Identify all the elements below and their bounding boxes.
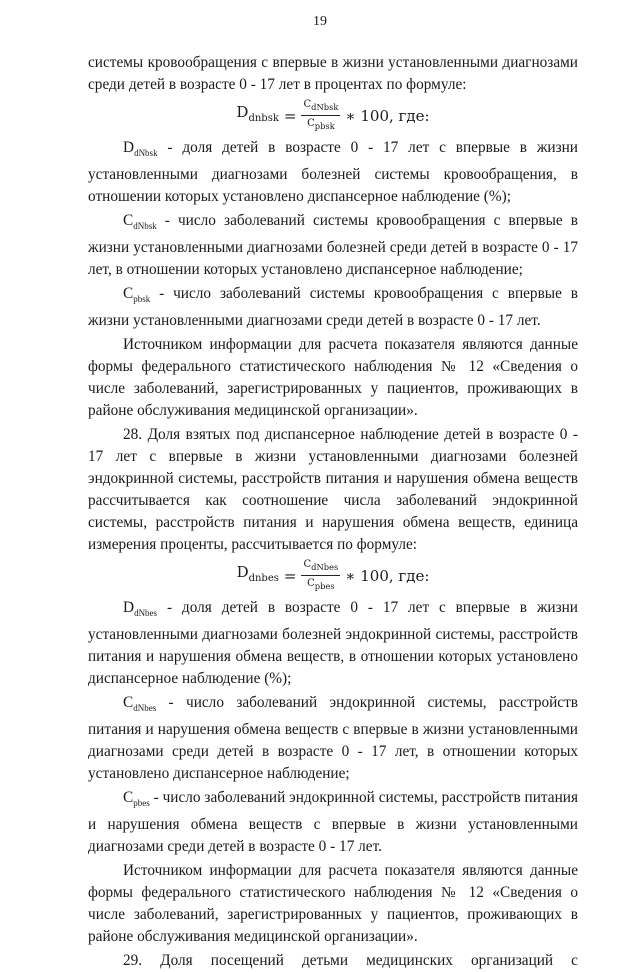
formula-fraction (301, 98, 340, 133)
fraction-denominator: $C_{pbsk}$ (307, 118, 335, 131)
definition-dnbsk: $D_{dNbsk}$ - доля детей в возрасте 0 - 17 лет с впервые в жизни установленными диагнозами болезней системы кровообращения, в отношении которых установлено диспансерное наблюдение (%); (88, 139, 578, 206)
definition-cpbes: $C_{pbes}$ - число заболеваний эндокринной системы, расстройств питания и нарушения обмена веществ с впервые в жизни установленными диагнозами среди детей в возрасте 0 - 17 лет. (88, 789, 578, 856)
item-29-word: организаций (471, 952, 554, 970)
item-29-word: 29. (123, 952, 143, 970)
formula-lhs: $D_{dnbsk}$ (236, 103, 279, 124)
item-29-word: Доля (160, 952, 193, 970)
item-29-word: посещений (210, 952, 284, 970)
item-29-word: с (571, 952, 578, 970)
item-28-paragraph: 28. Доля взятых под диспансерное наблюдение детей в возрасте 0 - 17 лет с впервые в жизни установленными диагнозами болезней эндокринной системы, расстройств питания и нарушения обмена веществ рассчитывается как соотношение числа заболеваний эндокринной системы, расстройств питания и нарушения обмена веществ, единица измерения проценты, рассчитывается по формуле: (88, 426, 578, 554)
formula-lhs: $D_{dnbes}$ (236, 563, 279, 585)
source-paragraph-2: Источником информации для расчета показателя являются данные формы федерального статистического наблюдения № 12 «Сведения о числе заболеваний, зарегистрированных у пациентов, проживающих в районе обслуживания медицинской организации». (88, 862, 578, 946)
definition-cdnbes: $C_{dNbes}$ - число заболеваний эндокринной системы, расстройств питания и нарушения обмена веществ с впервые в жизни установленными диагнозами среди детей в возрасте 0 - 17 лет, в отношении которых установлено диспансерное наблюдение; (88, 694, 578, 783)
fraction-denominator: $C_{pbes}$ (307, 578, 335, 592)
page-number: 19 (313, 14, 327, 29)
source-paragraph-1: Источником информации для расчета показателя являются данные формы федерального статистического наблюдения № 12 «Сведения о числе заболеваний, зарегистрированных у пациентов, проживающих в районе обслуживания медицинской организации». (88, 336, 578, 420)
item-29-word: детьми (301, 952, 349, 970)
formula-fraction (301, 558, 340, 593)
fraction-numerator: $C_{dNbsk}$ (301, 98, 340, 116)
definition-cpbsk: $C_{pbsk}$ - число заболеваний системы кровообращения с впервые в жизни установленными диагнозами среди детей в возрасте 0 - 17 лет. (88, 285, 578, 330)
intro-paragraph: системы кровообращения с впервые в жизни установленными диагнозами среди детей в возрасте 0 - 17 лет в процентах по формуле: (88, 54, 578, 93)
document-body (88, 52, 578, 972)
formula-tail: ∗ 100, где: (345, 566, 430, 585)
fraction-numerator: $C_{dNbes}$ (301, 558, 340, 576)
formula-dnbsk (88, 98, 578, 133)
formula-equals: = (283, 566, 297, 585)
formula-tail: ∗ 100, где: (345, 106, 430, 125)
formula-equals: = (283, 106, 297, 125)
item-29-first-line (88, 950, 578, 972)
item-29-word: медицинских (366, 952, 453, 970)
definition-dnbes: $D_{dNbes}$ - доля детей в возрасте 0 - 17 лет с впервые в жизни установленными диагнозами болезней эндокринной системы, расстройств питания и нарушения обмена веществ, в отношении которых установлено диспансерное наблюдение (%); (88, 599, 578, 688)
formula-dnbes (88, 558, 578, 593)
definition-cdnbsk: $C_{dNbsk}$ - число заболеваний системы кровообращения с впервые в жизни установленными диагнозами болезней среди детей в возрасте 0 - 17 лет, в отношении которых установлено диспансерное наблюдение; (88, 212, 578, 279)
